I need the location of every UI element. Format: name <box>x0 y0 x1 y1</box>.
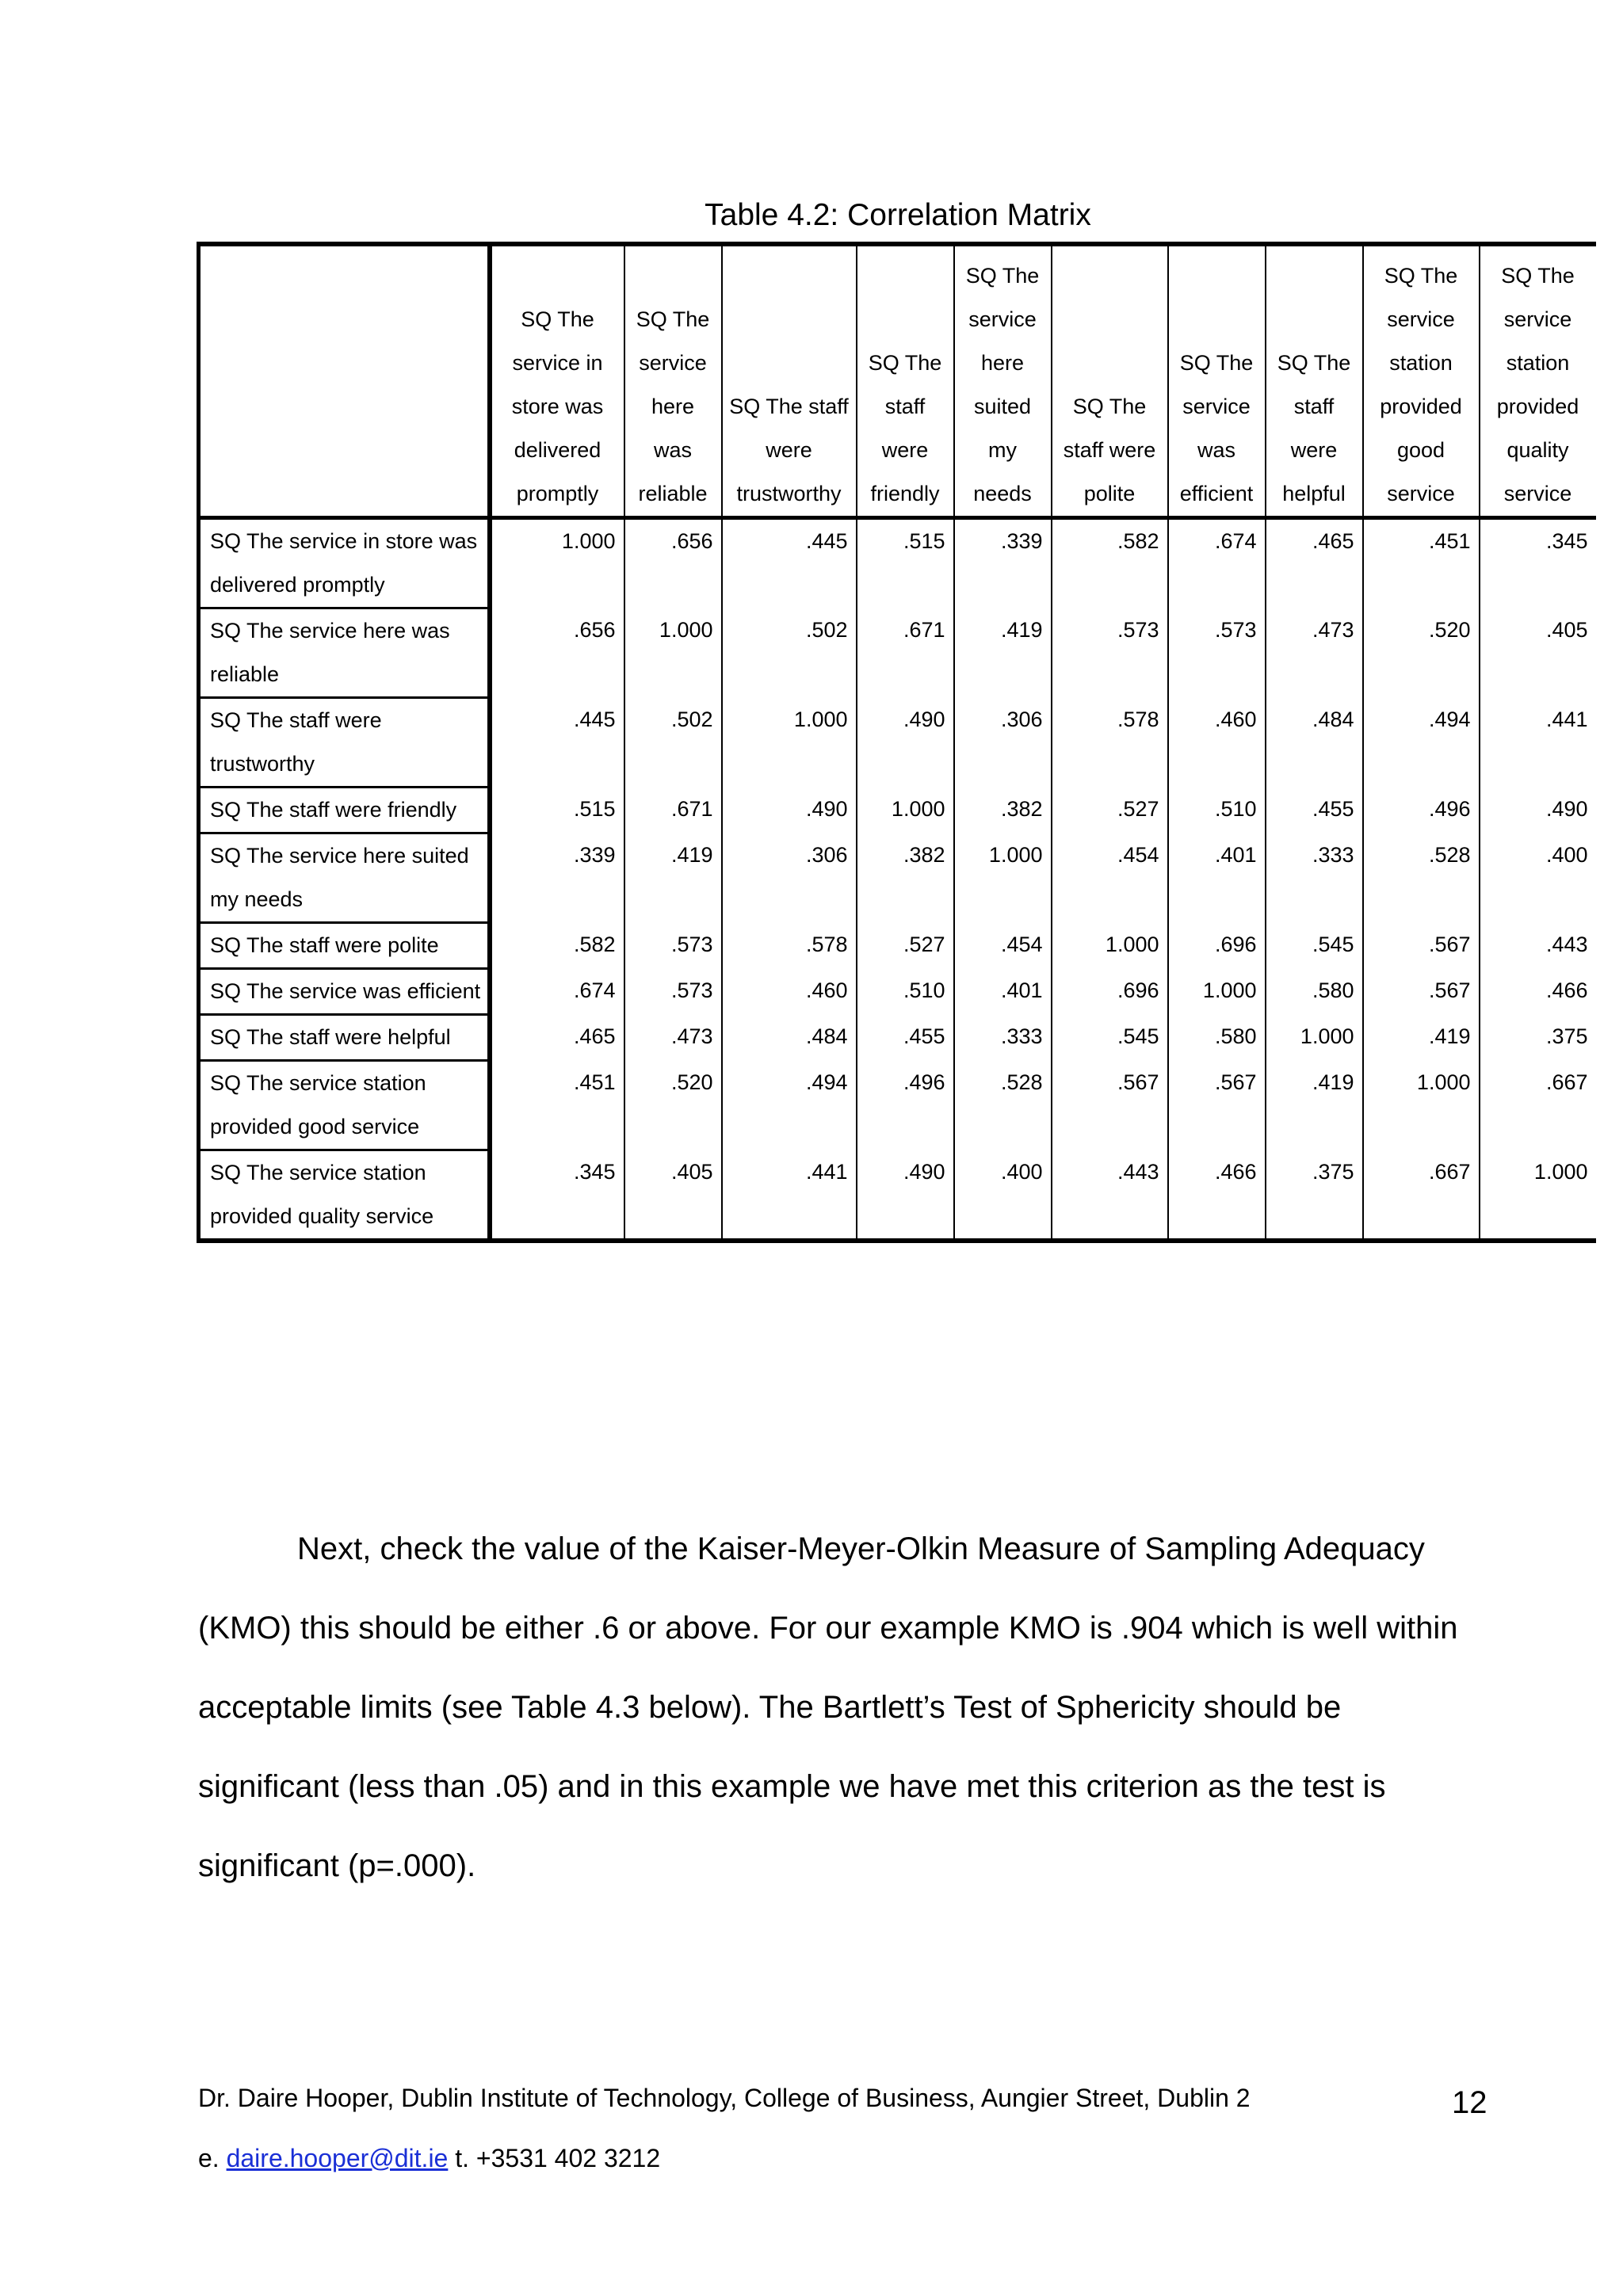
column-header <box>954 244 1052 518</box>
column-header-label: SQ The staff were polite <box>1063 395 1156 505</box>
correlation-cell: .674 <box>490 969 624 1015</box>
correlation-cell: .382 <box>857 833 954 923</box>
correlation-cell: .573 <box>624 923 722 969</box>
correlation-cell: .667 <box>1480 1061 1596 1150</box>
email-link[interactable]: daire.hooper@dit.ie <box>226 2144 449 2172</box>
correlation-cell: .582 <box>490 923 624 969</box>
column-header-label: SQ The service station provided good service <box>1380 264 1462 505</box>
correlation-cell: .455 <box>1266 788 1363 833</box>
correlation-cell: .375 <box>1266 1150 1363 1241</box>
correlation-cell: .578 <box>722 923 857 969</box>
correlation-cell: .515 <box>857 518 954 608</box>
correlation-cell: .510 <box>1168 788 1266 833</box>
correlation-cell: .443 <box>1480 923 1596 969</box>
correlation-cell: .405 <box>1480 608 1596 698</box>
row-label: SQ The staff were polite <box>199 923 490 969</box>
correlation-cell: .460 <box>1168 698 1266 788</box>
correlation-cell: .454 <box>954 923 1052 969</box>
correlation-cell: .520 <box>1363 608 1480 698</box>
correlation-cell: .375 <box>1480 1015 1596 1061</box>
correlation-cell: .345 <box>490 1150 624 1241</box>
correlation-cell: .545 <box>1052 1015 1168 1061</box>
table-row <box>199 833 1596 923</box>
correlation-cell: .473 <box>1266 608 1363 698</box>
correlation-cell: .502 <box>722 608 857 698</box>
row-label: SQ The service here suited my needs <box>199 833 490 923</box>
column-header-label: SQ The staff were trustworthy <box>729 395 849 505</box>
correlation-cell: .515 <box>490 788 624 833</box>
correlation-cell: .382 <box>954 788 1052 833</box>
correlation-cell: 1.000 <box>954 833 1052 923</box>
correlation-cell: .490 <box>722 788 857 833</box>
correlation-cell: .502 <box>624 698 722 788</box>
correlation-cell: .490 <box>1480 788 1596 833</box>
correlation-cell: .490 <box>857 1150 954 1241</box>
row-label: SQ The staff were helpful <box>199 1015 490 1061</box>
body-paragraph: Next, check the value of the Kaiser-Meyer-Olkin Measure of Sampling Adequacy (KMO) this should be either .6 or above. For our example KMO is .904 which is well within acceptable limits (see Table 4.3 below). The Bartlett’s Test of Sphericity should be significant (less than .05) and in this example we have met this criterion as the test is significant (p=.000). <box>198 1531 1458 1883</box>
column-header-label: SQ The service station provided quality service <box>1496 264 1579 505</box>
correlation-cell: .455 <box>857 1015 954 1061</box>
table-caption: Table 4.2: Correlation Matrix <box>705 198 1091 232</box>
footer-contact <box>198 2144 660 2173</box>
correlation-cell: .445 <box>490 698 624 788</box>
correlation-cell: .443 <box>1052 1150 1168 1241</box>
correlation-cell: .306 <box>722 833 857 923</box>
correlation-cell: .454 <box>1052 833 1168 923</box>
row-label: SQ The service was efficient <box>199 969 490 1015</box>
phone-number: t. +3531 402 3212 <box>455 2144 661 2172</box>
correlation-cell: .400 <box>954 1150 1052 1241</box>
correlation-cell: .419 <box>1266 1061 1363 1150</box>
correlation-cell: .696 <box>1052 969 1168 1015</box>
correlation-cell: .527 <box>857 923 954 969</box>
page-number: 12 <box>1452 2085 1487 2120</box>
column-header-label: SQ The staff were helpful <box>1277 351 1351 505</box>
table-body <box>199 518 1596 1241</box>
correlation-cell: .419 <box>954 608 1052 698</box>
column-header <box>1266 244 1363 518</box>
column-header-label: SQ The service in store was delivered promptly <box>511 307 604 505</box>
correlation-cell: .401 <box>954 969 1052 1015</box>
correlation-cell: 1.000 <box>857 788 954 833</box>
correlation-cell: .465 <box>490 1015 624 1061</box>
column-header-label: SQ The staff were friendly <box>868 351 942 505</box>
correlation-cell: .671 <box>857 608 954 698</box>
row-label: SQ The service in store was delivered promptly <box>199 518 490 608</box>
table-row <box>199 1150 1596 1241</box>
row-label: SQ The staff were friendly <box>199 788 490 833</box>
table-row <box>199 518 1596 608</box>
correlation-cell: .466 <box>1168 1150 1266 1241</box>
correlation-cell: .527 <box>1052 788 1168 833</box>
column-header <box>1363 244 1480 518</box>
row-label: SQ The service station provided quality service <box>199 1150 490 1241</box>
correlation-cell: 1.000 <box>490 518 624 608</box>
correlation-cell: .401 <box>1168 833 1266 923</box>
correlation-cell: .674 <box>1168 518 1266 608</box>
correlation-cell: .567 <box>1363 923 1480 969</box>
correlation-cell: .465 <box>1266 518 1363 608</box>
correlation-cell: 1.000 <box>1363 1061 1480 1150</box>
column-header <box>722 244 857 518</box>
correlation-cell: .496 <box>857 1061 954 1150</box>
column-header <box>1052 244 1168 518</box>
correlation-cell: .339 <box>954 518 1052 608</box>
correlation-cell: .419 <box>624 833 722 923</box>
correlation-cell: .405 <box>624 1150 722 1241</box>
correlation-cell: .496 <box>1363 788 1480 833</box>
row-label: SQ The service here was reliable <box>199 608 490 698</box>
email-prefix: e. <box>198 2144 220 2172</box>
correlation-cell: .441 <box>1480 698 1596 788</box>
table-row <box>199 1015 1596 1061</box>
correlation-cell: .573 <box>624 969 722 1015</box>
correlation-cell: .545 <box>1266 923 1363 969</box>
table-row <box>199 698 1596 788</box>
correlation-cell: .520 <box>624 1061 722 1150</box>
column-header-label: SQ The service here was reliable <box>636 307 710 505</box>
correlation-cell: 1.000 <box>1266 1015 1363 1061</box>
correlation-cell: .490 <box>857 698 954 788</box>
row-label: SQ The service station provided good service <box>199 1061 490 1150</box>
correlation-cell: .494 <box>1363 698 1480 788</box>
correlation-cell: .573 <box>1168 608 1266 698</box>
correlation-cell: .494 <box>722 1061 857 1150</box>
correlation-cell: .400 <box>1480 833 1596 923</box>
footer-address: Dr. Daire Hooper, Dublin Institute of Technology, College of Business, Aungier Street, Dublin 2 <box>198 2084 1251 2112</box>
correlation-cell: .306 <box>954 698 1052 788</box>
correlation-cell: 1.000 <box>1480 1150 1596 1241</box>
column-header <box>624 244 722 518</box>
column-header <box>1168 244 1266 518</box>
correlation-cell: 1.000 <box>722 698 857 788</box>
table-row <box>199 923 1596 969</box>
correlation-cell: .345 <box>1480 518 1596 608</box>
table-row <box>199 788 1596 833</box>
correlation-cell: .528 <box>954 1061 1052 1150</box>
correlation-cell: .466 <box>1480 969 1596 1015</box>
correlation-cell: .567 <box>1052 1061 1168 1150</box>
column-header-label: SQ The service here suited my needs <box>965 264 1040 505</box>
correlation-cell: .333 <box>1266 833 1363 923</box>
table-row <box>199 608 1596 698</box>
correlation-cell: .580 <box>1168 1015 1266 1061</box>
row-label: SQ The staff were trustworthy <box>199 698 490 788</box>
correlation-cell: .656 <box>624 518 722 608</box>
correlation-cell: .667 <box>1363 1150 1480 1241</box>
column-header <box>490 244 624 518</box>
correlation-cell: .578 <box>1052 698 1168 788</box>
table-header-row <box>199 244 1596 518</box>
correlation-cell: .339 <box>490 833 624 923</box>
correlation-cell: .567 <box>1363 969 1480 1015</box>
correlation-cell: .451 <box>1363 518 1480 608</box>
correlation-matrix-table <box>197 242 1596 1243</box>
correlation-cell: .484 <box>722 1015 857 1061</box>
table-row <box>199 969 1596 1015</box>
correlation-cell: .656 <box>490 608 624 698</box>
correlation-cell: .333 <box>954 1015 1052 1061</box>
correlation-cell: .473 <box>624 1015 722 1061</box>
correlation-cell: 1.000 <box>1052 923 1168 969</box>
correlation-cell: 1.000 <box>1168 969 1266 1015</box>
correlation-cell: .445 <box>722 518 857 608</box>
column-header <box>1480 244 1596 518</box>
table-corner-cell <box>199 244 490 518</box>
correlation-cell: .528 <box>1363 833 1480 923</box>
correlation-cell: .510 <box>857 969 954 1015</box>
correlation-cell: 1.000 <box>624 608 722 698</box>
correlation-cell: .567 <box>1168 1061 1266 1150</box>
column-header <box>857 244 954 518</box>
correlation-cell: .582 <box>1052 518 1168 608</box>
table-row <box>199 1061 1596 1150</box>
correlation-cell: .419 <box>1363 1015 1480 1061</box>
correlation-cell: .580 <box>1266 969 1363 1015</box>
column-header-label: SQ The service was efficient <box>1179 351 1254 505</box>
correlation-cell: .460 <box>722 969 857 1015</box>
correlation-cell: .484 <box>1266 698 1363 788</box>
correlation-cell: .696 <box>1168 923 1266 969</box>
correlation-cell: .671 <box>624 788 722 833</box>
correlation-cell: .441 <box>722 1150 857 1241</box>
correlation-cell: .573 <box>1052 608 1168 698</box>
correlation-cell: .451 <box>490 1061 624 1150</box>
